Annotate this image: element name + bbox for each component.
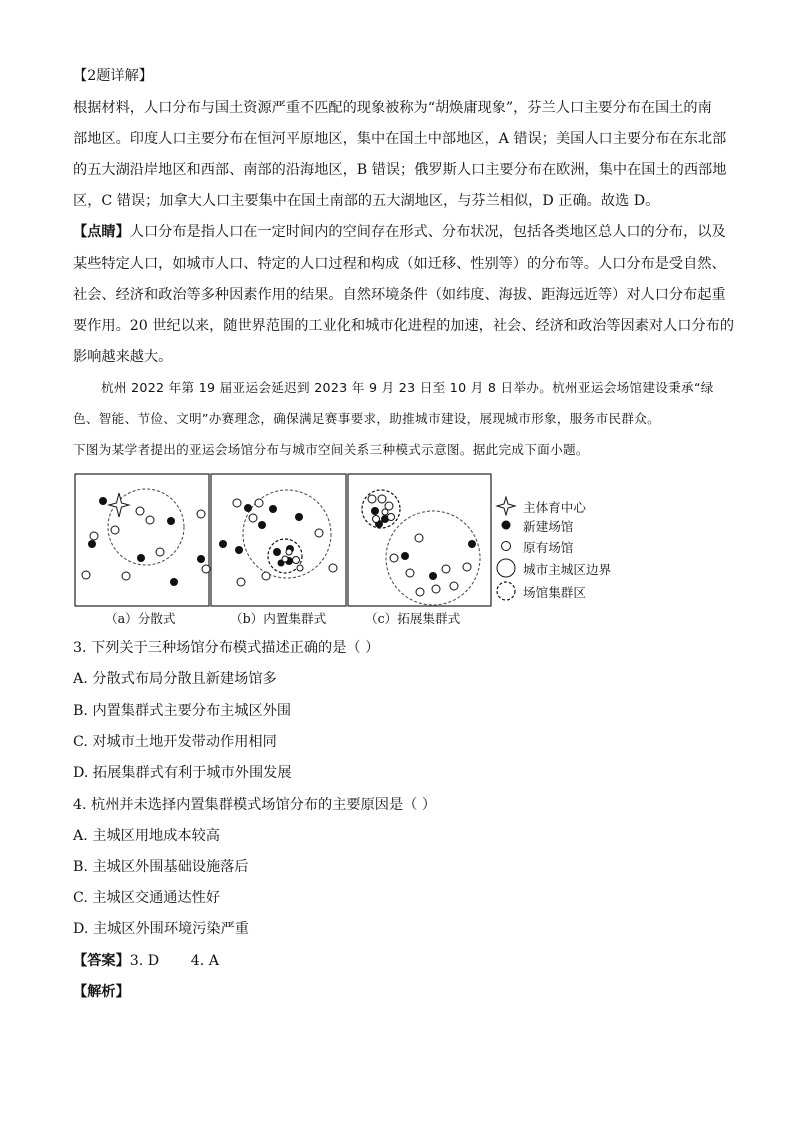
q3-option-d: D. 拓展集群式有利于城市外围发展: [73, 765, 292, 781]
q4-stem: 4. 杭州并未选择内置集群模式场馆分布的主要原因是（ ）: [73, 797, 437, 813]
filled-dot-icon: [495, 515, 517, 535]
legend-star: 主体育中心: [495, 496, 586, 516]
q3-stem: 3. 下列关于三种场馆分布模式描述正确的是（ ）: [73, 640, 380, 656]
legend-old: 原有场馆: [495, 536, 573, 556]
intro-line-3: 下图为某学者提出的亚运会场馆分布与城市空间关系三种模式示意图。据此完成下面小题。: [73, 442, 589, 457]
q4-option-c: C. 主城区交通通达性好: [73, 890, 221, 906]
dianjing-line-4: 要作用。20 世纪以来，随世界范围的工业化和城市化进程的加速，社会、经济和政治等因素对人口分布的: [73, 318, 735, 334]
dianjing-line-5: 影响越来越大。: [73, 349, 173, 365]
venue-pattern-figure: [74, 473, 494, 608]
q2-detail-line-3: 的五大湖沿岸地区和西部、南部的沿海地区，B 错误；俄罗斯人口主要分布在欧洲，集中在国土的西部地: [73, 162, 727, 178]
q3-option-b: B. 内置集群式主要分布主城区外围: [73, 703, 292, 719]
q2-detail-line-1: 根据材料，人口分布与国土资源严重不匹配的现象被称为“胡焕庸现象”，芬兰人口主要分布在国土的南: [73, 100, 712, 116]
caption-a: （a）分散式: [105, 611, 176, 626]
dianjing-label: 【点睛】: [73, 224, 130, 240]
answer-label: 【答案】: [73, 953, 130, 969]
q4-option-b: B. 主城区外围基础设施落后: [73, 859, 249, 875]
answer-line: [73, 951, 219, 971]
star-icon: [495, 496, 517, 516]
dianjing-line-1: 【点睛】人口分布是指人口在一定时间内的空间存在形式、分布状况，包括各类地区总人口的分布，以及: [73, 224, 726, 240]
q2-detail-line-4: 区，C 错误；加拿大人口主要集中在国土南部的五大湖地区，与芬兰相似，D 正确。故选 D。: [73, 193, 660, 209]
legend-cluster: 场馆集群区: [495, 581, 586, 601]
figure-legend: [495, 496, 635, 606]
dianjing-line-3: 社会、经济和政治等多种因素作用的结果。自然环境条件（如纬度、海拔、距海远近等）对人口分布起重: [73, 287, 726, 303]
q2-header: 【2题详解】: [73, 68, 153, 84]
analysis-header: 【解析】: [73, 984, 130, 1000]
panel-dispersed: [75, 474, 210, 606]
intro-line-2: 色、智能、节俭、文明”办赛理念，确保满足赛事要求，助推城市建设，展现城市形象，服务市民群众。: [73, 411, 661, 426]
q4-option-d: D. 主城区外围环境污染严重: [73, 921, 249, 937]
intro-line-1: 杭州 2022 年第 19 届亚运会延迟到 2023 年 9 月 23 日至 10 月 8 日举办。杭州亚运会场馆建设秉承“绿: [101, 380, 714, 395]
q3-option-a: A. 分散式布局分散且新建场馆多: [73, 671, 277, 687]
q4-option-a: A. 主城区用地成本较高: [73, 828, 220, 844]
answer-value: 3. D 4. A: [129, 953, 220, 969]
hollow-dot-icon: [495, 536, 517, 556]
panel-internal-cluster: [211, 474, 346, 606]
q3-option-c: C. 对城市土地开发带动作用相同: [73, 734, 277, 750]
dianjing-line-2: 某些特定人口，如城市人口、特定的人口过程和构成（如迁移、性别等）的分布等。人口分布是受自然、: [73, 256, 726, 272]
caption-c: （c）拓展集群式: [365, 611, 461, 626]
legend-boundary: 城市主城区边界: [495, 558, 611, 578]
legend-new: 新建场馆: [495, 515, 573, 535]
q2-detail-line-2: 部地区。印度人口主要分布在恒河平原地区，集中在国土中部地区，A 错误；美国人口主要分布在东北部: [73, 131, 727, 147]
dashed-circle-icon: [495, 581, 517, 601]
panel-expanded-cluster: [348, 474, 491, 606]
solid-circle-icon: [495, 558, 517, 578]
caption-b: （b）内置集群式: [230, 611, 327, 626]
